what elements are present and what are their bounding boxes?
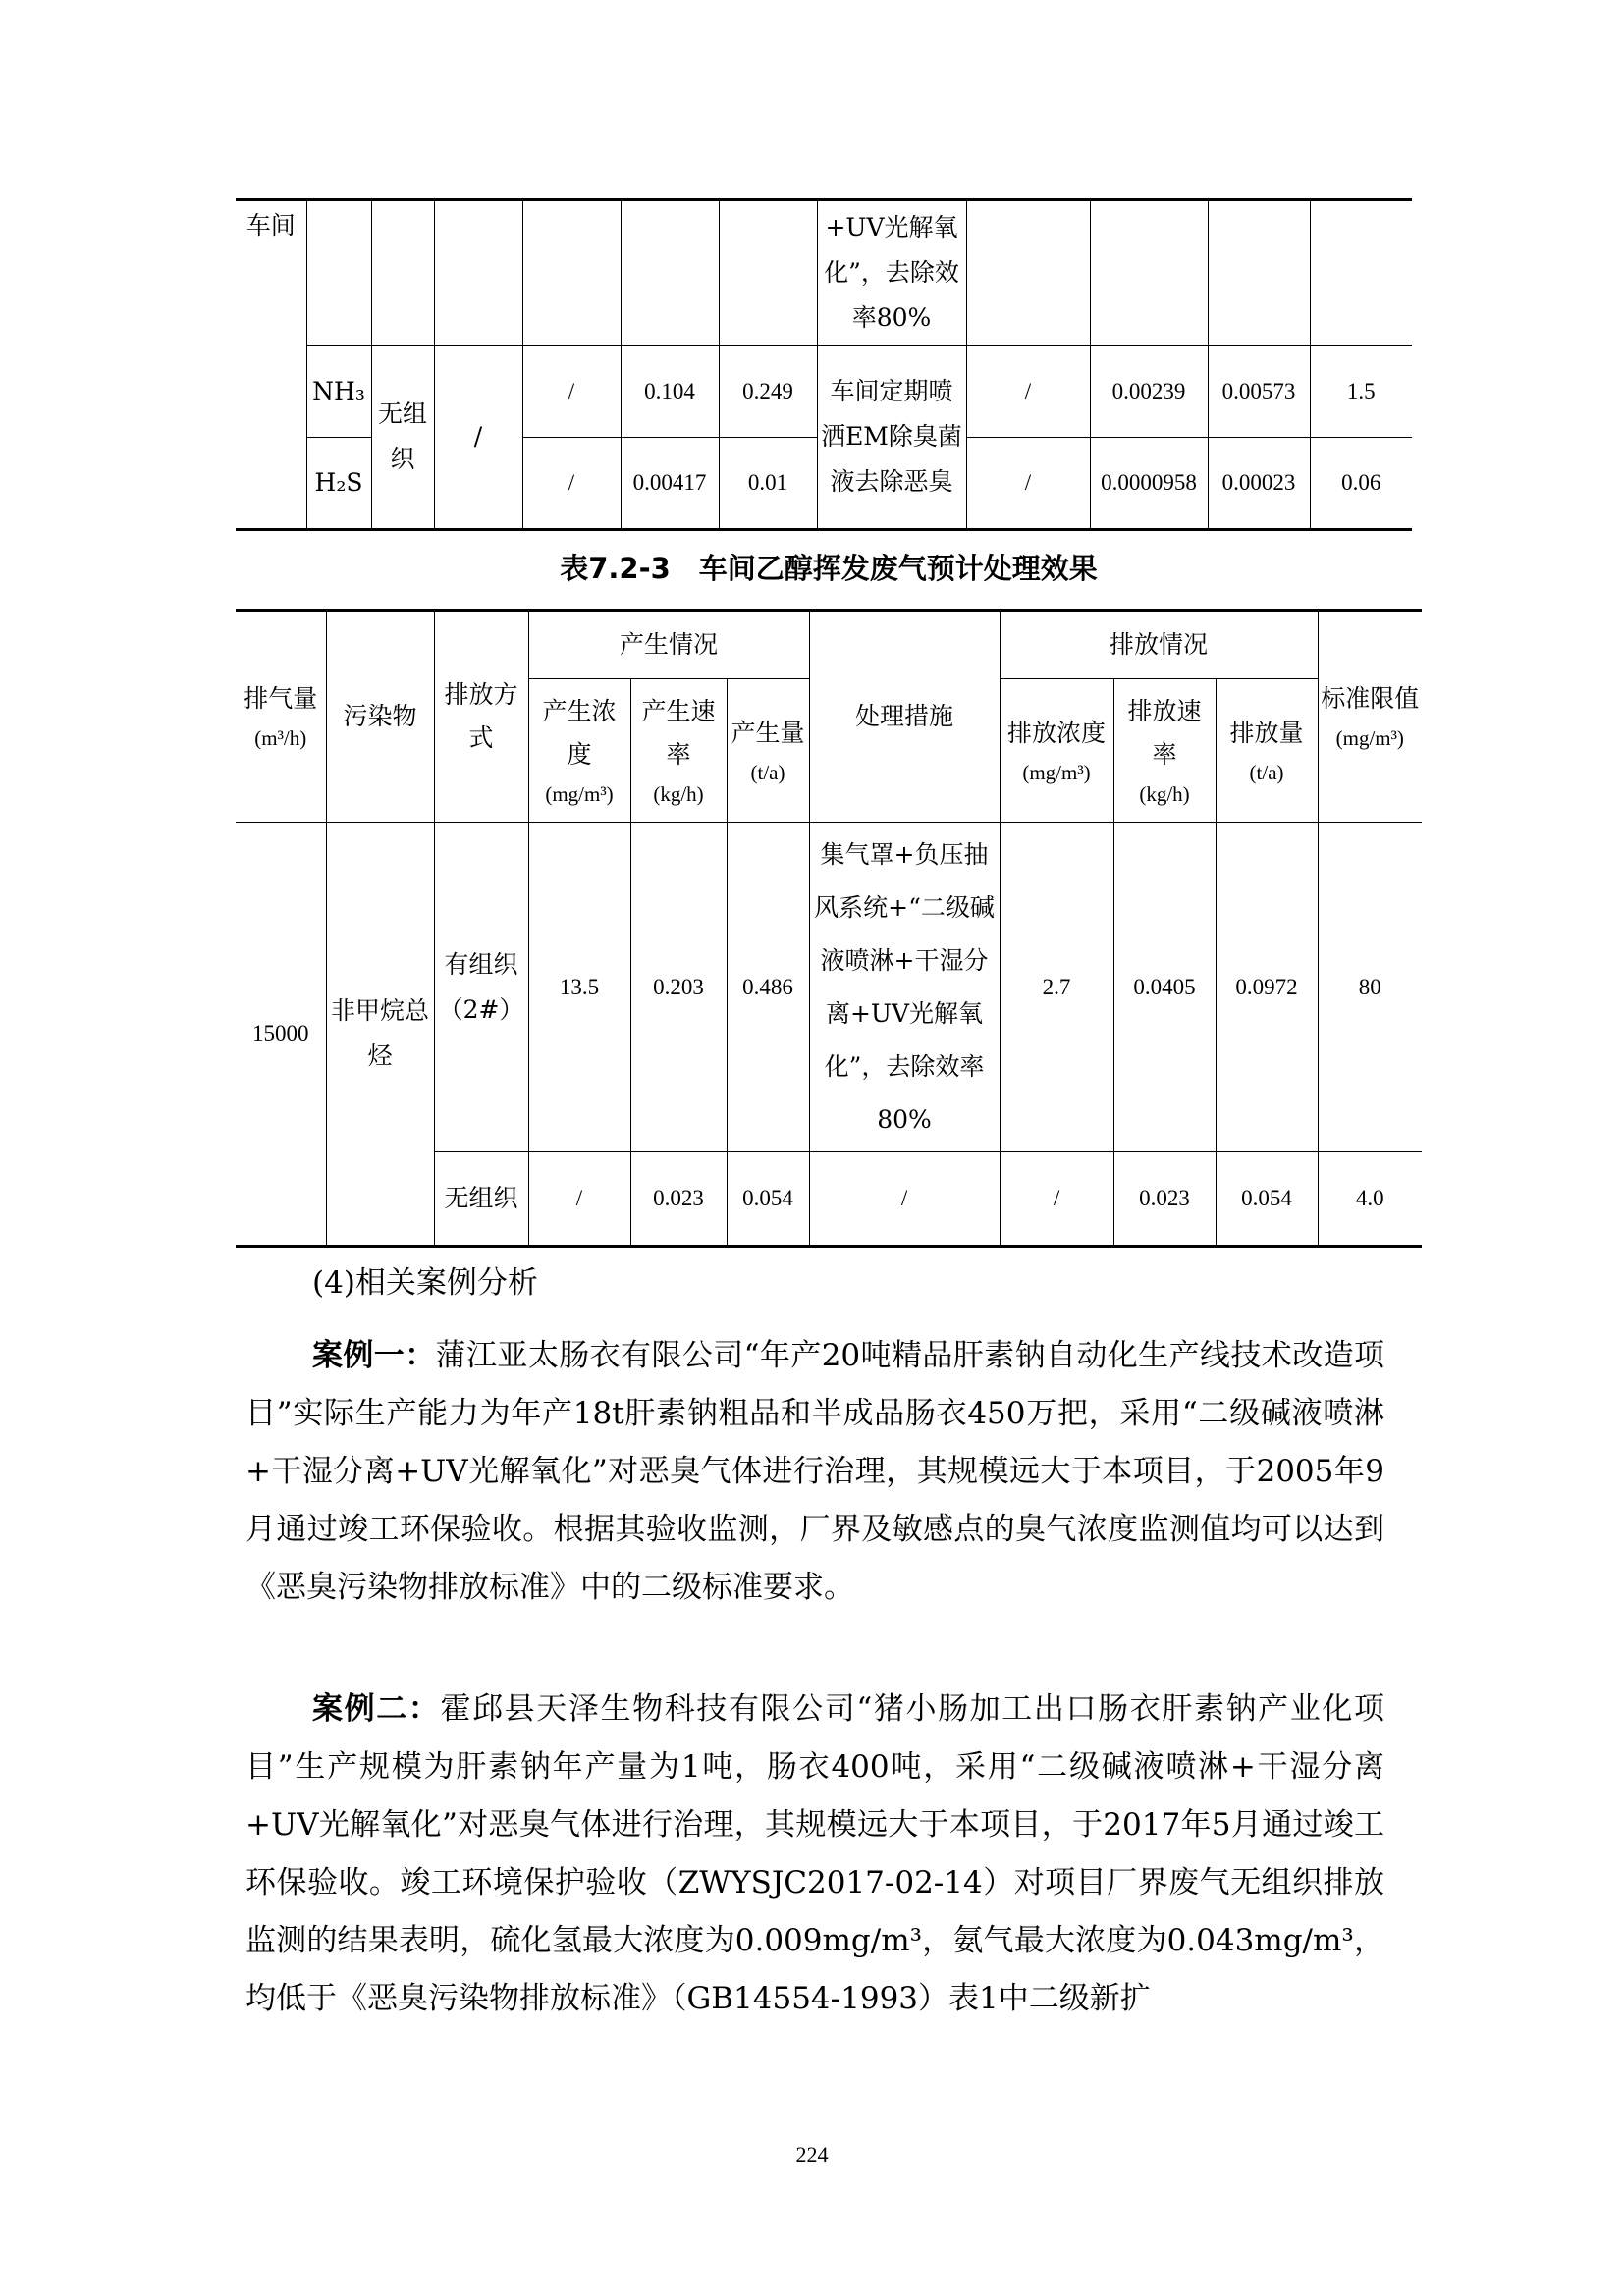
section-heading: (4)相关案例分析 xyxy=(312,1265,538,1301)
cell: 2.7 xyxy=(1000,823,1113,1152)
flow-cell: 15000 xyxy=(236,823,326,1247)
pollutant-cell: 非甲烷总烃 xyxy=(326,823,434,1247)
cell: 0.00239 xyxy=(1090,346,1208,438)
cell: / xyxy=(1000,1152,1113,1247)
header-gen-group: 产生情况 xyxy=(528,611,809,679)
case-one-text: 蒲江亚太肠衣有限公司“年产20吨精品肝素钠自动化生产线技术改造项目”实际生产能力为年产18t肝素钠粗品和半成品肠衣450万把，采用“二级碱液喷淋+干湿分离+UV光解氧化”对恶臭气体进行治理，其规模远大于本项目，于2005年9月通过竣工环保验收。根据其验收监测，厂界及敏感点的臭气浓度监测值均可以达到《恶臭污染物排放标准》中的二级标准要求。 xyxy=(245,1338,1385,1605)
pollutant-cell: H₂S xyxy=(306,438,371,530)
cell: 0.054 xyxy=(727,1152,809,1247)
cell: 0.00023 xyxy=(1208,438,1310,530)
cell: 0.00573 xyxy=(1208,346,1310,438)
cell: 0.01 xyxy=(719,438,817,530)
cell: 0.0972 xyxy=(1216,823,1318,1152)
workshop-label: 车间 xyxy=(236,200,306,530)
cell: / xyxy=(434,346,522,530)
case-two-text: 霍邱县天泽生物科技有限公司“猪小肠加工出口肠衣肝素钠产业化项目”生产规模为肝素钠年产量为1吨，肠衣400吨，采用“二级碱液喷淋+干湿分离+UV光解氧化”对恶臭气体进行治理，其规模远大于本项目，于2017年5月通过竣工环保验收。竣工环境保护验收（ZWYSJC2017-02-14）对项目厂界废气无组织排放监测的结果表明，硫化氢最大浓度为0.009mg/m³，氨气最大浓度为0.043mg/m³，均低于《恶臭污染物排放标准》（GB14554-1993）表1中二级新扩 xyxy=(245,1691,1384,2016)
case-two-label: 案例二： xyxy=(312,1691,441,1727)
case-one-label: 案例一： xyxy=(312,1338,436,1373)
cell: 0.104 xyxy=(621,346,719,438)
mode-cell: 无组织 xyxy=(434,1152,528,1247)
measure-cell: +UV光解氧化”，去除效率80% xyxy=(817,200,966,346)
cell: / xyxy=(966,438,1090,530)
cell: 0.023 xyxy=(1113,1152,1216,1247)
header-pollutant: 污染物 xyxy=(326,611,434,823)
header-out-group: 排放情况 xyxy=(1000,611,1318,679)
cell: 4.0 xyxy=(1318,1152,1422,1247)
cell: / xyxy=(966,346,1090,438)
cell: 0.00417 xyxy=(621,438,719,530)
table-caption: 表7.2-3 车间乙醇挥发废气预计处理效果 xyxy=(560,552,1098,585)
header-measure: 处理措施 xyxy=(809,611,1000,823)
cell: 0.203 xyxy=(630,823,727,1152)
mode-cell: 无组织 xyxy=(371,346,434,530)
ethanol-emission-table xyxy=(236,609,1422,1248)
cell: 0.0405 xyxy=(1113,823,1216,1152)
header-mode: 排放方式 xyxy=(434,611,528,823)
header-gen-conc: 产生浓度 (mg/m³) xyxy=(528,679,630,823)
header-flow: 排气量 (m³/h) xyxy=(236,611,326,823)
cell: 0.0000958 xyxy=(1090,438,1208,530)
cell: 0.054 xyxy=(1216,1152,1318,1247)
cell: / xyxy=(528,1152,630,1247)
header-out-conc: 排放浓度 (mg/m³) xyxy=(1000,679,1113,823)
table-header-row xyxy=(236,611,1422,679)
header-limit: 标准限值 (mg/m³) xyxy=(1318,611,1422,823)
cell: 0.06 xyxy=(1310,438,1412,530)
measure-cell: 车间定期喷洒EM除臭菌液去除恶臭 xyxy=(817,346,966,530)
cell: 13.5 xyxy=(528,823,630,1152)
cell: / xyxy=(809,1152,1000,1247)
table-continuation xyxy=(236,198,1412,531)
page-number: 224 xyxy=(795,2142,829,2166)
case-one-paragraph xyxy=(245,1327,1384,1617)
table-row xyxy=(236,346,1412,438)
header-gen-amount: 产生量 (t/a) xyxy=(727,679,809,823)
cell: 0.486 xyxy=(727,823,809,1152)
cell: 1.5 xyxy=(1310,346,1412,438)
pollutant-cell: NH₃ xyxy=(306,346,371,438)
cell: 0.249 xyxy=(719,346,817,438)
table-row xyxy=(236,823,1422,1152)
cell: / xyxy=(522,438,621,530)
cell: 0.023 xyxy=(630,1152,727,1247)
cell: / xyxy=(522,346,621,438)
cell: 80 xyxy=(1318,823,1422,1152)
case-two-paragraph xyxy=(245,1681,1384,2028)
table-row xyxy=(236,200,1412,346)
measure-cell: 集气罩+负压抽风系统+“二级碱液喷淋+干湿分离+UV光解氧化”，去除效率80% xyxy=(809,823,1000,1152)
header-out-amount: 排放量 (t/a) xyxy=(1216,679,1318,823)
mode-cell: 有组织（2#） xyxy=(434,823,528,1152)
header-gen-rate: 产生速率 (kg/h) xyxy=(630,679,727,823)
header-out-rate: 排放速率 (kg/h) xyxy=(1113,679,1216,823)
